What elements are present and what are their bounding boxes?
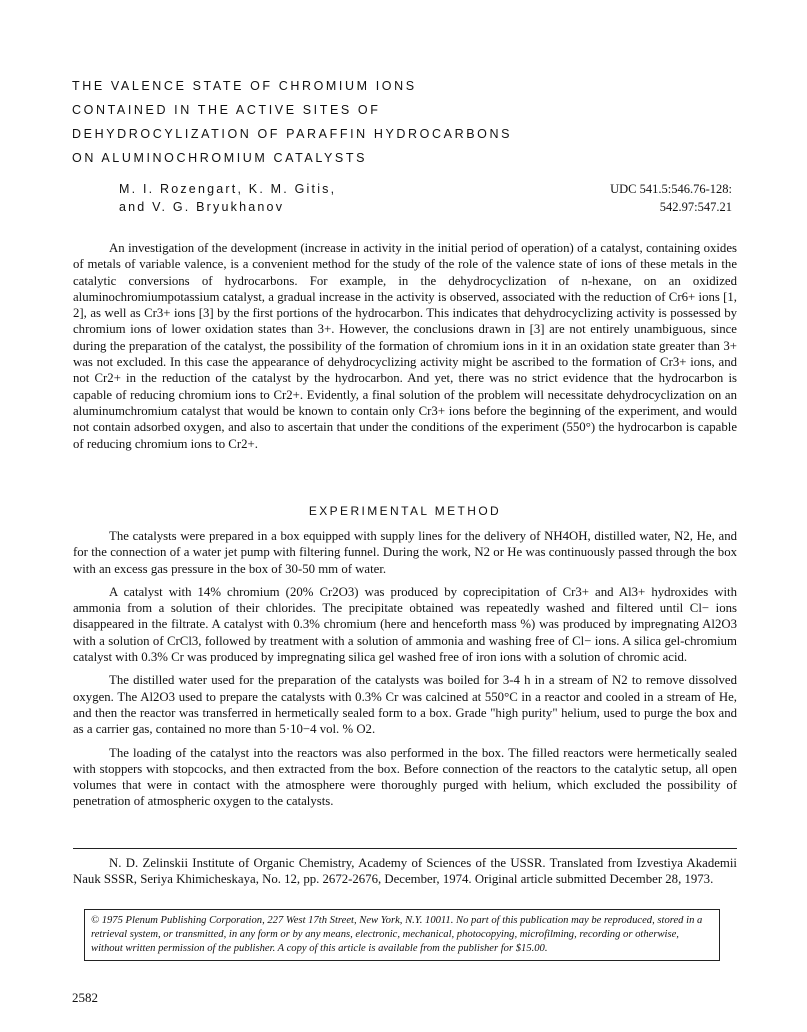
author-list bbox=[119, 180, 499, 216]
udc-code bbox=[530, 180, 732, 216]
title-line-1: THE VALENCE STATE OF CHROMIUM IONS bbox=[72, 79, 417, 93]
experimental-section bbox=[73, 528, 737, 810]
article-title bbox=[72, 74, 712, 170]
title-line-4: ON ALUMINOCHROMIUM CATALYSTS bbox=[72, 151, 368, 165]
affiliation-footnote bbox=[73, 855, 737, 888]
title-line-3: DEHYDROCYLIZATION OF PARAFFIN HYDROCARBONS bbox=[72, 127, 513, 141]
section-heading: EXPERIMENTAL METHOD bbox=[308, 504, 502, 518]
udc-line-1: UDC 541.5:546.76-128: bbox=[610, 182, 732, 196]
title-line-2: CONTAINED IN THE ACTIVE SITES OF bbox=[72, 103, 381, 117]
intro-paragraph: An investigation of the development (increase in activity in the initial period of operation) of a catalyst, containing oxides of metals of variable valence, is a convenient method for the study of the role of the valence state of ions of these metals in the catalytic conversions of hydrocarbons. For example, in the dehydrocyclization of n-hexane, on an oxidized aluminochromiumpotassium catalyst, a gradual increase in the activity is observed, associated with the reduction of Cr6+ ions [1, 2], as well as Cr3+ ions [3] by the first portions of the hydrocarbon. This indicates that dehydrocyclizing activity is possessed by chromium ions of lower oxidation states than 3+. However, the conclusions drawn in [3] are not entirely unambiguous, since during the preparation of the catalyst, the possibility of the formation of chromium ions in it in an oxidation state greater than 3+ was not excluded. In this case the appearance of dehydrocyclizing activity might be ascribed to the formation of Cr3+ ions, and not Cr2+ in the reduction of the catalyst by the hydrocarbon. And yet, there was no strict evidence that the hydrocarbon is capable of reducing chromium ions to Cr2+. Evidently, a final solution of the problem will necessitate dehydrocyclization on an aluminumchromium catalyst that would be known to contain only Cr3+ ions before the beginning of the experiment, and would not contain adsorbed oxygen, and also to ascertain that under the conditions of the experiment (550°) the hydrocarbon is capable of reducing chromium ions to Cr2+. bbox=[73, 241, 737, 451]
copyright-box bbox=[84, 909, 720, 961]
page-number: 2582 bbox=[72, 990, 98, 1005]
author-line-2: and V. G. Bryukhanov bbox=[119, 200, 285, 214]
copyright-text: © 1975 Plenum Publishing Corporation, 227 West 17th Street, New York, N.Y. 10011. No part of this publication may be reproduced, stored in a retrieval system, or transmitted, in any form or by any means, electronic, mechanical, photocopying, microfilming, recording or otherwise, without written permission of the publisher. A copy of this article is available from the publisher for $15.00. bbox=[91, 915, 703, 955]
affiliation-text: N. D. Zelinskii Institute of Organic Chemistry, Academy of Sciences of the USSR. Translated from Izvestiya Akademii Nauk SSSR, Seriya Khimicheskaya, No. 12, pp. 2672-2676, December, 1974. Original article submitted December 28, 1973. bbox=[73, 856, 737, 887]
paragraph-2: A catalyst with 14% chromium (20% Cr2O3) was produced by coprecipitation of Cr3+ and Al3+ hydroxides with ammonia from a solution of their chlorides. The precipitate obtained was repeatedly washed and filtered until Cl− ions disappeared in the filtrate. A catalyst with 0.3% chromium (here and henceforth mass %) was produced by impregnating Al2O3 with a solution of CrCl3, followed by treatment with a solution of ammonia and washing free of Cl− ions. A silica gel-chromium catalyst with 0.3% Cr was produced by impregnating silica gel washed free of iron ions with a solution of chromic acid. bbox=[73, 584, 737, 665]
paragraph-3: The distilled water used for the preparation of the catalysts was boiled for 3-4 h in a stream of N2 to remove dissolved oxygen. The Al2O3 used to prepare the catalysts with 0.3% Cr was calcined at 550°C in a reactor and cooled in a stream of He, and then the reactor was transferred in hermetically sealed form to a box. Grade "high purity" helium, used to purge the box and as a carrier gas, contained no more than 5·10−4 vol. % O2. bbox=[73, 673, 737, 737]
paragraph-1: The catalysts were prepared in a box equipped with supply lines for the delivery of NH4OH, distilled water, N2, He, and for the connection of a water jet pump with filtering funnel. During the work, N2 or He was continuously passed through the box with an excess gas pressure in the box of 30-50 mm of water. bbox=[73, 529, 737, 576]
footnote-rule bbox=[73, 848, 737, 849]
udc-line-2: 542.97:547.21 bbox=[659, 200, 732, 214]
author-line-1: M. I. Rozengart, K. M. Gitis, bbox=[119, 182, 337, 196]
intro-section bbox=[73, 240, 737, 452]
paragraph-4: The loading of the catalyst into the reactors was also performed in the box. The filled reactors were hermetically sealed with stoppers with stopcocks, and then extracted from the box. Before connection of the reactors to the catalytic setup, all open volumes that were in contact with the atmosphere were thoroughly purged with helium, which excluded the possibility of penetration of atmospheric oxygen to the catalysts. bbox=[73, 745, 737, 809]
